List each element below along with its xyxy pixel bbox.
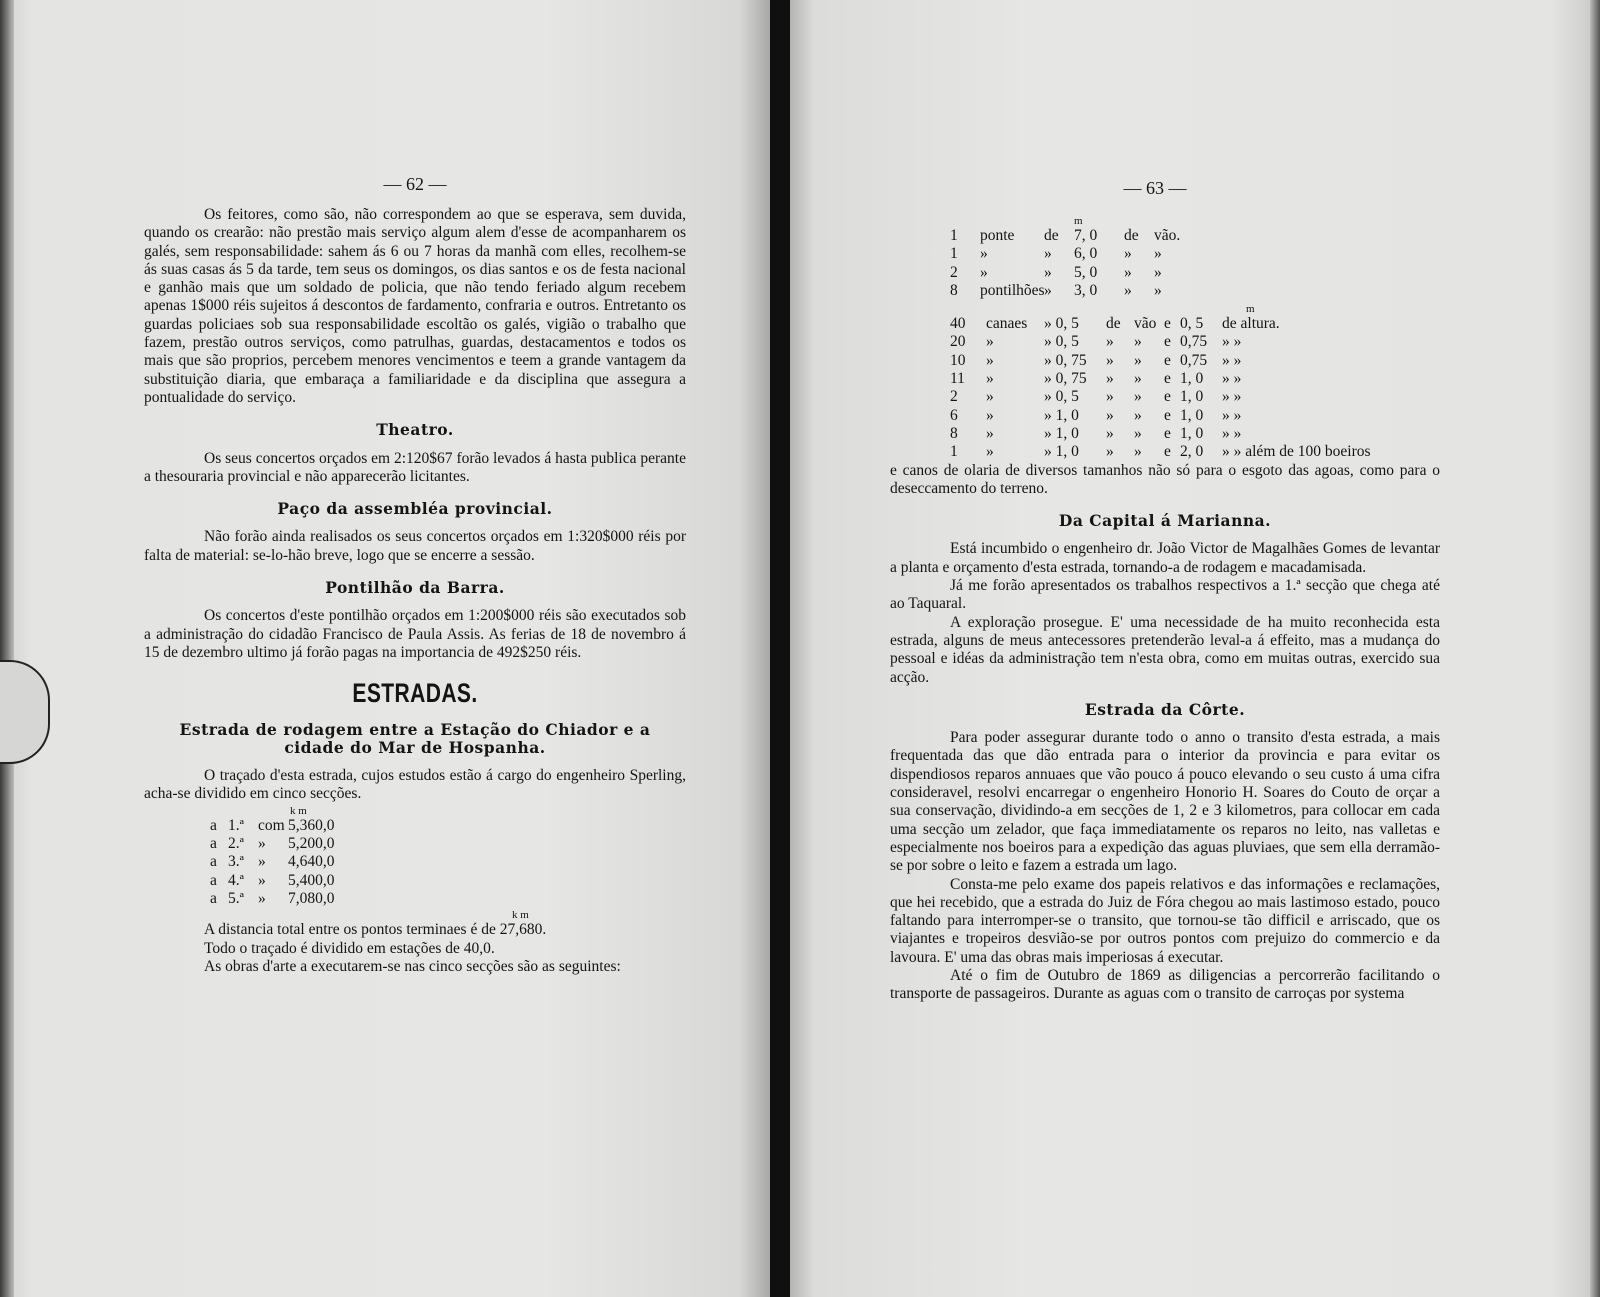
pontes-unit: m — [1074, 215, 1083, 227]
canal-row: 1 » » 1, 0 » » e 2, 0 » » além de 100 boeiros — [950, 443, 1371, 461]
capital-paragraph-2: Já me forão apresentados os trabalhos respectivos a 1.ª secção que chega até ao Taquaral. — [890, 577, 1440, 613]
section-row: a 5.ª » 7,080,0 — [210, 889, 335, 907]
left-page — [0, 0, 770, 1297]
distance-units: k m — [512, 909, 529, 922]
corte-paragraph-3: Até o fim de Outubro de 1869 as diligencias a percorrerão facilitando o transporte de passageiros. Durante as aguas com o transito de carroças por systema — [890, 966, 1440, 1003]
page-number-left: — 62 — — [383, 174, 447, 194]
capital-paragraph-3: A exploração prosegue. E' uma necessidade de ha muito reconhecida esta estrada, alguns de meus antecessores pretenderão leval-a á effeito, mas a mudança do pessoal e idéas da administração tem n'esta obra, como em muitas outras, exercido sua acção. — [890, 613, 1440, 686]
section-row: a 3.ª » 4,640,0 — [210, 853, 335, 871]
canaes-table — [950, 304, 1440, 461]
chiador-heading-line-2: cidade do Mar de Hospanha. — [284, 737, 546, 757]
theatro-paragraph: Os seus concertos orçados em 2:120$67 forão levados á hasta publica perante a thesouraria provincial e não apparecerão licitantes. — [144, 449, 686, 485]
corte-heading: Estrada da Côrte. — [1084, 699, 1246, 719]
canaes-paragraph: e canos de olaria de diversos tamanhos não só para o esgoto das agoas, como para o deseccamento do terreno. — [890, 461, 1440, 497]
capital-paragraph-1: Está incumbido o engenheiro dr. João Victor de Magalhães Gomes de levantar a planta e orçamento d'esta estrada, tornando-a de rodagem e macadamisada. — [890, 540, 1440, 576]
estradas-heading: ESTRADAS. — [352, 678, 478, 709]
distance-line: A distancia total entre os pontos terminaes é de 27,680. — [204, 921, 547, 939]
obras-line: As obras d'arte a executarem-se nas cinco secções são as seguintes: — [204, 957, 621, 975]
paco-heading: Paço da assembléa provincial. — [277, 499, 553, 519]
canal-row: 2 » » 0, 5 » » e 1, 0 » » — [950, 388, 1242, 406]
canal-row: 20 » » 0, 5 » » e 0,75 » » — [950, 333, 1242, 351]
pontilhao-paragraph: Os concertos d'este pontilhão orçados em 1:200$000 réis são executados sob a administração do cidadão Francisco de Paula Assis. As ferias de 18 de novembro á 15 de dezembro ultimo já forão pagas na importancia de 492$250 réis. — [144, 607, 686, 661]
section-row: a 2.ª » 5,200,0 — [210, 835, 335, 853]
canal-row: 11 » » 0, 75 » » e 1, 0 » » — [950, 370, 1242, 388]
right-page — [790, 0, 1600, 1297]
canal-row: 6 » » 1, 0 » » e 1, 0 » » — [950, 406, 1242, 424]
page-number-right: — 63 — — [1123, 178, 1187, 198]
section-row: a 4.ª » 5,400,0 — [210, 871, 335, 889]
chiador-heading-line-1: Estrada de rodagem entre a Estação do Chiador e a — [179, 719, 651, 739]
chiador-paragraph: O traçado d'esta estrada, cujos estudos estão á cargo do engenheiro Sperling, acha-se dividido em cinco secções. — [144, 767, 686, 803]
ponte-row: 1 ponte de 7, 0 de vão. — [950, 227, 1181, 244]
theatro-heading: Theatro. — [376, 420, 454, 440]
feitores-paragraph: Os feitores, como são, não correspondem ao que se esperava, sem duvida, quando os crearão: não prestão mais serviço algum alem d'esse de acompanharem os galés, sem responsabilidade: sahem ás 6 ou 7 horas da manhã com elles, recolhem-se ás suas casas ás 5 da tarde, tem seus os domingos, os dias santos e os de festa nacional e ganhão mais que um soldado de policia, que não tendo feriado algum recebem apenas 1$000 réis sujeitos á descontos de fardamento, confraria e outros. Entretanto os guardas policiaes sob sua responsabilidade escoltão os galés, vigião o trabalho que fazem, prestão outros serviços, como patrulhas, guardas, destacamentos e todos os mais que são proprios, percebem menores vencimentos e teem a grande vantagem da substituição diaria, que embaraça a familiaridade e da disciplina que assegura a pontualidade do serviço. — [144, 206, 686, 406]
canal-row: 10 » » 0, 75 » » e 0,75 » » — [950, 351, 1242, 369]
tracado-line: Todo o traçado é dividido em estações de 40,0. — [204, 939, 495, 957]
corte-paragraph-2: Consta-me pelo exame dos papeis relativos e das informações e reclamações, que hei recebido, que a estrada do Juiz de Fóra chegou ao mais lastimoso estado, pouco faltando para interromper-se o transito, que tornou-se tão difficil e arriscado, que os viajantes e tropeiros desvião-se por outros pontos com prejuizo do commercio e da lavoura. E' uma das obras mais imperiosas á executar. — [890, 875, 1440, 966]
canal-row: 8 » » 1, 0 » » e 1, 0 » » — [950, 424, 1242, 442]
ponte-row: 8 pontilhões » 3, 0 » » — [950, 281, 1162, 299]
right-column — [890, 214, 1440, 1004]
ponte-row: 1 » » 6, 0 » » — [950, 245, 1162, 263]
pontilhao-heading: Pontilhão da Barra. — [325, 578, 505, 598]
sections-units: k m — [290, 804, 307, 817]
left-column — [144, 206, 686, 976]
ponte-row: 2 » » 5, 0 » » — [950, 263, 1162, 281]
section-row: a 1.ª com 5,360,0 — [210, 816, 335, 834]
canaes-unit: m — [1246, 303, 1255, 316]
pontes-table — [950, 216, 1440, 300]
capital-heading: Da Capital á Marianna. — [1058, 511, 1272, 531]
canal-row: 40 canaes » 0, 5 de vão e 0, 5 de altura. — [950, 315, 1280, 333]
book-gutter — [770, 0, 790, 1297]
right-page-edge — [1590, 0, 1600, 1297]
left-page-edge — [0, 0, 14, 1297]
sections-list — [210, 806, 686, 908]
paco-paragraph: Não forão ainda realisados os seus concertos orçados em 1:320$000 réis por falta de material: se-lo-hão breve, logo que se encerre a sessão. — [144, 528, 686, 564]
corte-paragraph-1: Para poder assegurar durante todo o anno o transito d'esta estrada, a mais frequentada das que dão entrada para o interior da provincia e para evitar os dispendiosos reparos annuaes que vão pouco á pouco elevando o seu custo á uma cifra consideravel, resolvi encarregar o engenheiro Honorio H. Soares do Couto de orçar a sua conservação, dividindo-a em secções de 1, 2 e 3 kilometros, para collocar em cada uma secção um zelador, que faça immediatamente os reparos no leito, nas valletas e especialmente nos boeiros para a expedição das aguas pluviaes, que sem ella derramão-se por sobre o leito e fazem a estrada um lago. — [890, 729, 1440, 875]
